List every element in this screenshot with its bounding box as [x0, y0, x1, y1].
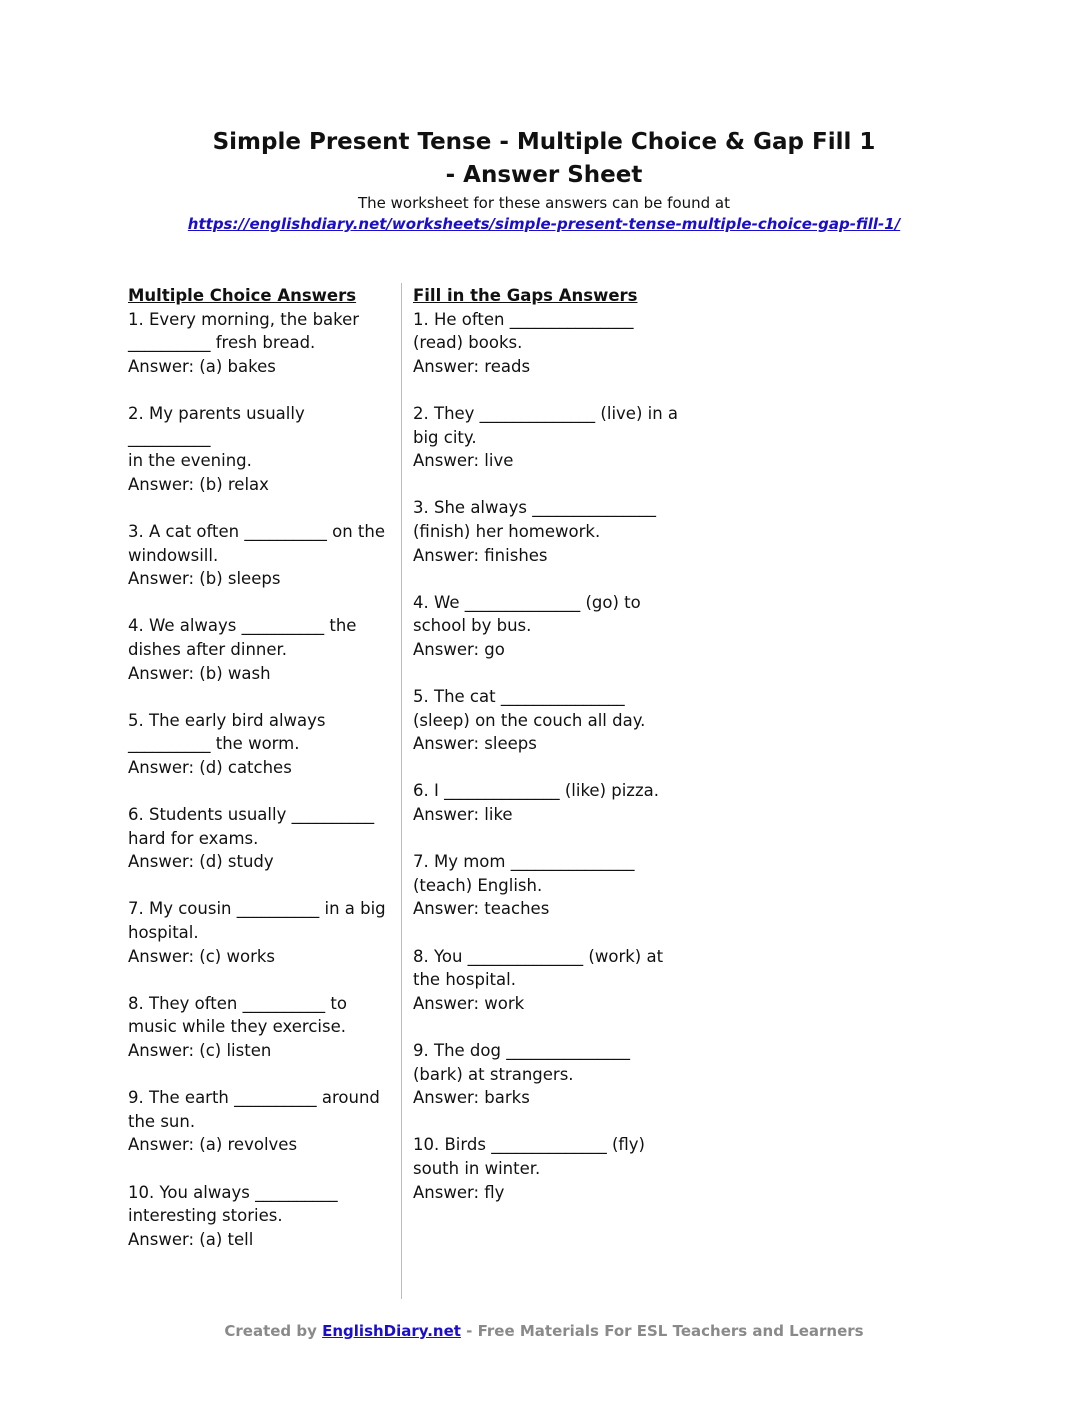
footer [0, 1321, 1088, 1341]
gap-fill-question-line: the hospital. [413, 970, 516, 990]
footer-link[interactable]: EnglishDiary.net [322, 1322, 461, 1340]
multiple-choice-answer: Answer: (d) catches [128, 757, 292, 777]
multiple-choice-question-line: 9. The earth __________ around [128, 1088, 380, 1108]
multiple-choice-answer: Answer: (a) revolves [128, 1135, 298, 1155]
gap-fill-question-line: big city. [413, 427, 477, 447]
multiple-choice-question-line: __________ fresh bread. [128, 333, 316, 353]
gap-fill-question-line: 9. The dog _______________ [413, 1041, 630, 1060]
multiple-choice-answer: Answer: (b) sleeps [128, 569, 281, 589]
gap-fill-question-line: 2. They ______________ (live) in a [413, 403, 679, 423]
gap-fill-question-line: school by bus. [413, 616, 532, 636]
gap-fill-item [413, 945, 688, 1016]
gap-fill-question-line: 8. You ______________ (work) at [413, 946, 664, 966]
multiple-choice-item [128, 709, 390, 780]
multiple-choice-question-line: dishes after dinner. [128, 639, 288, 659]
gap-fill-item [413, 1039, 688, 1110]
worksheet-link-row [0, 214, 1088, 234]
gap-fill-question-line: 4. We ______________ (go) to [413, 592, 641, 612]
gap-fill-question-line: 6. I ______________ (like) pizza. [413, 781, 659, 801]
gap-fill-column [413, 284, 688, 1228]
gap-fill-question-line: 1. He often _______________ [413, 309, 634, 329]
multiple-choice-question-line: 8. They often __________ to [128, 993, 347, 1013]
multiple-choice-question-line: __________ the worm. [128, 734, 300, 754]
gap-fill-answer: Answer: go [413, 639, 505, 659]
gap-fill-question-line: (finish) her homework. [413, 521, 601, 541]
multiple-choice-answer: Answer: (a) bakes [128, 356, 276, 376]
multiple-choice-question-line: 3. A cat often __________ on the [128, 521, 385, 541]
gap-fill-answer: Answer: live [413, 451, 514, 471]
gap-fill-item [413, 850, 688, 921]
multiple-choice-list [128, 308, 390, 1252]
multiple-choice-item [128, 402, 390, 496]
gap-fill-question-line: 5. The cat _______________ [413, 687, 625, 707]
footer-suffix: - Free Materials For ESL Teachers and Learners [460, 1322, 864, 1340]
gap-fill-item [413, 1133, 688, 1204]
multiple-choice-item [128, 614, 390, 685]
worksheet-link[interactable]: https://englishdiary.net/worksheets/simple-present-tense-multiple-choice-gap-fill-1/ [187, 215, 901, 233]
multiple-choice-question-line: music while they exercise. [128, 1017, 346, 1037]
gap-fill-item [413, 402, 688, 473]
gap-fill-question-line: 10. Birds ______________ (fly) [413, 1135, 645, 1155]
gap-fill-item [413, 591, 688, 662]
multiple-choice-answer: Answer: (a) tell [128, 1229, 254, 1249]
column-divider [401, 283, 402, 1299]
page-title [0, 126, 1088, 192]
title-line-1: Simple Present Tense - Multiple Choice & Gap Fill 1 [212, 129, 876, 155]
multiple-choice-item [128, 803, 390, 874]
multiple-choice-question-line: 7. My cousin __________ in a big [128, 899, 386, 919]
multiple-choice-question-line: 1. Every morning, the baker [128, 309, 360, 329]
gap-fill-answer: Answer: like [413, 805, 513, 825]
multiple-choice-question-line: hard for exams. [128, 828, 259, 848]
multiple-choice-question-line: the sun. [128, 1111, 196, 1131]
gap-fill-question-line: south in winter. [413, 1158, 541, 1178]
gap-fill-item [413, 308, 688, 379]
multiple-choice-answer: Answer: (b) wash [128, 663, 271, 683]
gap-fill-question-line: (sleep) on the couch all day. [413, 710, 646, 730]
multiple-choice-answer: Answer: (c) listen [128, 1041, 272, 1060]
multiple-choice-item [128, 1181, 390, 1252]
gap-fill-answer: Answer: teaches [413, 899, 550, 919]
multiple-choice-column [128, 284, 390, 1275]
multiple-choice-question-line: hospital. [128, 923, 199, 943]
multiple-choice-answer: Answer: (c) works [128, 946, 276, 966]
multiple-choice-answer: Answer: (b) relax [128, 474, 269, 494]
multiple-choice-item [128, 1086, 390, 1157]
gap-fill-item [413, 496, 688, 567]
gap-fill-answer: Answer: finishes [413, 545, 548, 565]
gap-fill-heading: Fill in the Gaps Answers [413, 286, 638, 305]
multiple-choice-question-line: windowsill. [128, 545, 219, 565]
gap-fill-question-line: 3. She always _______________ [413, 498, 656, 518]
multiple-choice-question-line: in the evening. [128, 451, 252, 471]
multiple-choice-question-line: 6. Students usually __________ [128, 805, 375, 825]
title-line-2: - Answer Sheet [445, 162, 643, 188]
gap-fill-answer: Answer: fly [413, 1182, 505, 1202]
multiple-choice-heading: Multiple Choice Answers [128, 286, 357, 305]
multiple-choice-question-line: interesting stories. [128, 1206, 283, 1226]
gap-fill-answer: Answer: work [413, 993, 525, 1013]
subtitle: The worksheet for these answers can be found at [357, 194, 731, 212]
gap-fill-question-line: (read) books. [413, 333, 523, 353]
multiple-choice-item [128, 992, 390, 1063]
gap-fill-answer: Answer: reads [413, 356, 531, 376]
gap-fill-question-line: (teach) English. [413, 875, 543, 895]
gap-fill-item [413, 779, 688, 826]
multiple-choice-question-line: 5. The early bird always [128, 710, 326, 730]
gap-fill-list [413, 308, 688, 1205]
multiple-choice-item [128, 897, 390, 968]
gap-fill-question-line: (bark) at strangers. [413, 1064, 574, 1084]
multiple-choice-question-line: 10. You always __________ [128, 1182, 338, 1202]
multiple-choice-question-line: 2. My parents usually __________ [128, 403, 310, 447]
gap-fill-answer: Answer: sleeps [413, 734, 537, 754]
multiple-choice-item [128, 520, 390, 591]
multiple-choice-answer: Answer: (d) study [128, 852, 274, 872]
gap-fill-answer: Answer: barks [413, 1088, 530, 1108]
multiple-choice-item [128, 308, 390, 379]
footer-prefix: Created by [224, 1322, 323, 1340]
gap-fill-item [413, 685, 688, 756]
gap-fill-question-line: 7. My mom _______________ [413, 852, 635, 872]
multiple-choice-question-line: 4. We always __________ the [128, 616, 357, 636]
